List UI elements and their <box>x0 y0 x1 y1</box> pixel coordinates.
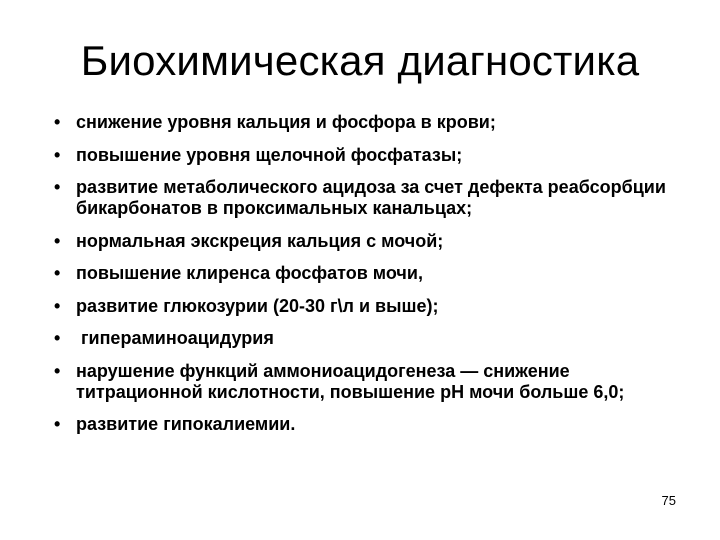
bullet-text: нарушение функций аммониоацидогенеза — снижение титрационной кислотности, повышение рН мочи больше 6,0; <box>76 360 625 402</box>
bullet-dot-icon: • <box>54 230 61 251</box>
bullet-item <box>54 361 694 403</box>
bullet-text: развитие глюкозурии (20-30 г\л и выше); <box>76 295 439 316</box>
bullet-dot-icon: • <box>54 328 61 348</box>
bullet-item <box>54 328 694 349</box>
bullet-item <box>54 231 694 252</box>
bullet-text: повышение уровня щелочной фосфатазы; <box>76 144 463 165</box>
bullet-dot-icon: • <box>54 263 61 283</box>
bullet-dot-icon: • <box>54 295 61 316</box>
bullet-item <box>54 414 694 435</box>
bullet-item <box>54 145 694 166</box>
bullet-dot-icon: • <box>54 360 61 381</box>
page-number: 75 <box>661 493 676 508</box>
bullet-list <box>54 112 694 447</box>
bullet-text: развитие метаболического ацидоза за счет дефекта реабсорбции бикарбонатов в проксимальных канальцах; <box>76 177 666 218</box>
slide-title: Биохимическая диагностика <box>80 37 640 84</box>
bullet-text: гипераминоацидурия <box>76 328 274 348</box>
bullet-text: развитие гипокалиемии. <box>76 414 296 434</box>
bullet-dot-icon: • <box>54 112 61 132</box>
bullet-item <box>54 263 694 284</box>
bullet-text: нормальная экскреция кальция с мочой; <box>76 230 444 251</box>
bullet-item <box>54 296 694 317</box>
bullet-text: снижение уровня кальция и фосфора в крови; <box>76 112 496 132</box>
bullet-text: повышение клиренса фосфатов мочи, <box>76 263 423 283</box>
bullet-dot-icon: • <box>54 177 61 197</box>
bullet-dot-icon: • <box>54 414 61 434</box>
bullet-item <box>54 112 694 133</box>
bullet-dot-icon: • <box>54 144 61 165</box>
bullet-item <box>54 177 694 219</box>
